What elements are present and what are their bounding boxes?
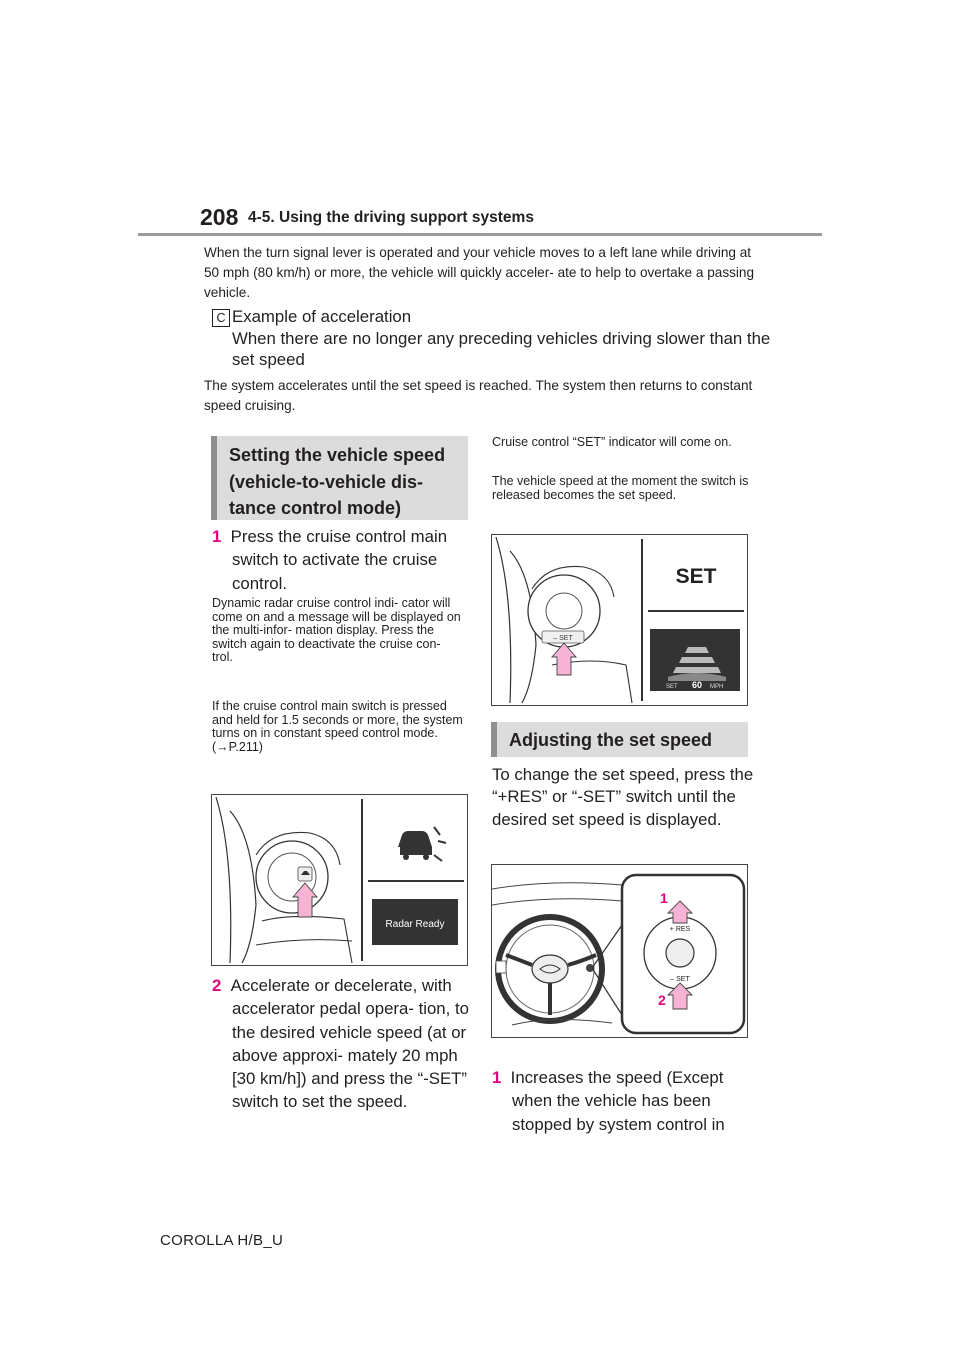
header-divider [138, 233, 822, 236]
page-number: 208 [200, 204, 239, 230]
step-1-number: 1 [212, 527, 222, 546]
example-marker: C [212, 309, 230, 327]
figure-set-switch [491, 534, 748, 706]
example-subtitle: When there are no longer any preceding vehicles driving slower than the set speed [232, 328, 771, 370]
display-speed-value: 60 [691, 680, 703, 690]
example-title: Example of acceleration [232, 307, 412, 326]
figure-set-switch-illustration [492, 535, 747, 705]
display-unit-label: MPH [710, 684, 724, 690]
footer-model-code: COROLLA H/B_U [160, 1232, 284, 1249]
example-body: The system accelerates until the set speed is reached. The system then returns to constant speed cruising. [204, 378, 753, 413]
callout-1: 1 [660, 890, 668, 906]
heading-setting-speed: Setting the vehicle speed (vehicle-to-vehicle dis- tance control mode) [211, 436, 468, 520]
note-set-indicator: Cruise control “SET” indicator will come on. [492, 435, 732, 449]
step-2 [212, 974, 474, 1114]
section-title: 4-5. Using the driving support systems [248, 209, 534, 226]
display-set-label: SET [666, 684, 678, 690]
set-switch-label-2: – SET [670, 976, 690, 983]
figure-adjust-switch [491, 864, 748, 1038]
step-2-number: 2 [212, 976, 222, 995]
step-2-text: Accelerate or decelerate, with accelerator pedal opera- tion, to the desired vehicle speed (at or above approxi- mately 20 mph [30 km/h]) and press the “-SET” switch to set the speed. [230, 976, 469, 1112]
note-indicator: Dynamic radar cruise control indi- cator will come on and a message will be displayed on the multi-infor- mation display. Press the switch again to deactivate the cruise con- trol. [212, 596, 461, 664]
adjust-paragraph: To change the set speed, press the “+RES” or “-SET” switch until the desired set speed is displayed. [492, 765, 754, 829]
item-increase-number: 1 [492, 1068, 502, 1087]
note-constant-speed: If the cruise control main switch is pressed and held for 1.5 seconds or more, the system turns on in constant speed control mode. (→P.211) [212, 699, 463, 754]
figure-main-switch [211, 794, 468, 966]
intro-paragraph: When the turn signal lever is operated and your vehicle moves to a left lane while driving at 50 mph (80 km/h) or more, the vehicle will quickly acceler- ate to help to overtake a passing vehicle. [204, 245, 755, 300]
step-1-text: Press the cruise control main switch to activate the cruise control. [230, 527, 448, 593]
callout-2: 2 [658, 992, 666, 1008]
radar-ready-label: Radar Ready [385, 919, 445, 930]
item-increase-speed [492, 1066, 754, 1136]
set-switch-label: – SET [553, 635, 573, 642]
figure-main-switch-illustration [212, 795, 467, 965]
res-switch-label: + RES [669, 926, 691, 933]
example-heading [232, 306, 772, 371]
set-indicator-text: SET [675, 565, 717, 588]
heading-adjusting-speed: Adjusting the set speed [491, 722, 748, 757]
step-1 [212, 525, 474, 595]
note-set-speed: The vehicle speed at the moment the switch is released becomes the set speed. [492, 474, 749, 502]
figure-adjust-switch-illustration [492, 865, 747, 1037]
item-increase-text: Increases the speed (Except when the vehicle has been stopped by system control in [510, 1068, 725, 1134]
